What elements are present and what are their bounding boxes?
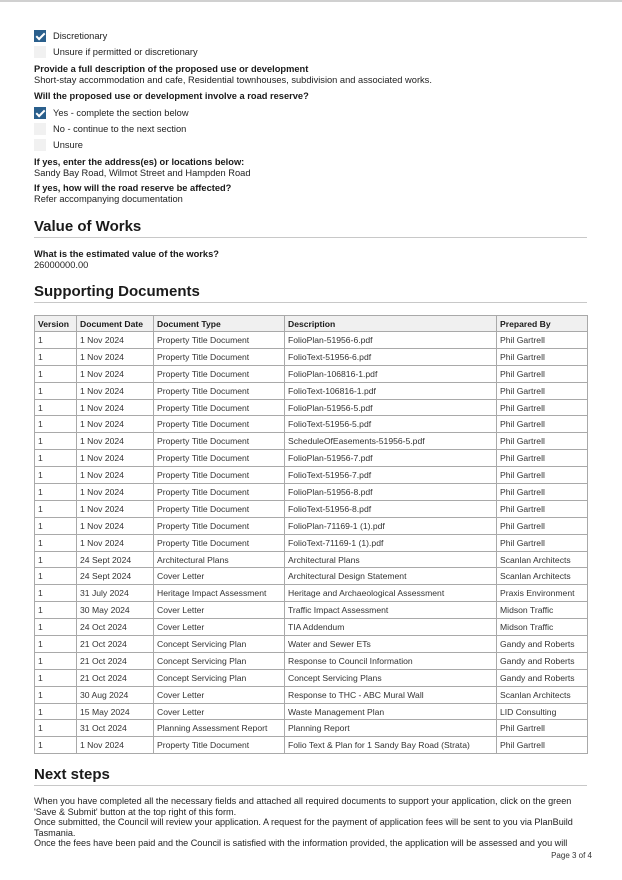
table-cell: 30 May 2024 (77, 602, 154, 619)
table-cell: 1 (35, 703, 77, 720)
table-cell: 21 Oct 2024 (77, 652, 154, 669)
table-cell: FolioPlan-51956-8.pdf (285, 484, 497, 501)
table-cell: 1 (35, 517, 77, 534)
table-row (35, 602, 588, 619)
option-label: Unsure (53, 140, 83, 150)
table-cell: Property Title Document (154, 737, 285, 754)
option-label: Unsure if permitted or discretionary (53, 47, 198, 57)
table-cell: Cover Letter (154, 686, 285, 703)
table-cell: Architectural Plans (285, 551, 497, 568)
option-unsure-permitted[interactable] (34, 44, 587, 60)
table-row (35, 686, 588, 703)
table-cell: Property Title Document (154, 348, 285, 365)
table-cell: 1 Nov 2024 (77, 399, 154, 416)
value-of-works-heading: Value of Works (34, 218, 587, 238)
table-cell: 1 (35, 332, 77, 349)
table-cell: 1 Nov 2024 (77, 365, 154, 382)
table-row (35, 517, 588, 534)
table-cell: Concept Servicing Plan (154, 636, 285, 653)
table-row (35, 365, 588, 382)
table-cell: Property Title Document (154, 332, 285, 349)
next-steps-heading: Next steps (34, 766, 587, 786)
table-cell: 24 Sept 2024 (77, 568, 154, 585)
table-cell: TIA Addendum (285, 619, 497, 636)
table-cell: 1 (35, 365, 77, 382)
table-row (35, 382, 588, 399)
table-row (35, 500, 588, 517)
table-cell: FolioText-106816-1.pdf (285, 382, 497, 399)
table-cell: 31 Oct 2024 (77, 720, 154, 737)
table-cell: Phil Gartrell (497, 416, 588, 433)
table-cell: Property Title Document (154, 416, 285, 433)
table-cell: Property Title Document (154, 500, 285, 517)
table-row (35, 703, 588, 720)
description-question: Provide a full description of the proposed use or development (34, 64, 309, 74)
value-question: What is the estimated value of the works? (34, 249, 219, 259)
table-cell: Phil Gartrell (497, 433, 588, 450)
table-cell: Property Title Document (154, 399, 285, 416)
option-label: No - continue to the next section (53, 124, 187, 134)
table-cell: 1 (35, 686, 77, 703)
table-cell: 1 Nov 2024 (77, 433, 154, 450)
table-header-row (35, 316, 588, 332)
table-cell: FolioPlan-106816-1.pdf (285, 365, 497, 382)
table-cell: Phil Gartrell (497, 348, 588, 365)
table-cell: Architectural Plans (154, 551, 285, 568)
table-cell: Cover Letter (154, 568, 285, 585)
table-cell: FolioPlan-51956-5.pdf (285, 399, 497, 416)
table-row (35, 534, 588, 551)
option-no[interactable] (34, 121, 587, 137)
table-cell: Property Title Document (154, 467, 285, 484)
option-unsure[interactable] (34, 137, 587, 153)
option-label: Yes - complete the section below (53, 108, 189, 118)
table-cell: 24 Oct 2024 (77, 619, 154, 636)
table-row (35, 636, 588, 653)
checkbox-unchecked-icon[interactable] (34, 139, 46, 151)
table-cell: 21 Oct 2024 (77, 636, 154, 653)
table-row (35, 551, 588, 568)
supporting-documents-table (34, 315, 588, 754)
table-cell: Heritage and Archaeological Assessment (285, 585, 497, 602)
table-cell: 1 Nov 2024 (77, 348, 154, 365)
table-cell: 1 (35, 619, 77, 636)
table-cell: Architectural Design Statement (285, 568, 497, 585)
description-answer: Short-stay accommodation and cafe, Residential townhouses, subdivision and associated works. (34, 75, 432, 85)
table-cell: Phil Gartrell (497, 399, 588, 416)
value-answer: 26000000.00 (34, 260, 89, 270)
table-row (35, 585, 588, 602)
table-cell: Cover Letter (154, 602, 285, 619)
table-cell: 15 May 2024 (77, 703, 154, 720)
table-row (35, 332, 588, 349)
column-header: Document Type (154, 316, 285, 332)
table-cell: Property Title Document (154, 382, 285, 399)
table-row (35, 652, 588, 669)
table-cell: Traffic Impact Assessment (285, 602, 497, 619)
table-cell: 1 (35, 382, 77, 399)
table-cell: Property Title Document (154, 433, 285, 450)
table-cell: FolioText-51956-6.pdf (285, 348, 497, 365)
table-row (35, 568, 588, 585)
table-cell: Property Title Document (154, 517, 285, 534)
option-yes[interactable] (34, 105, 587, 121)
column-header: Version (35, 316, 77, 332)
table-cell: Response to Council Information (285, 652, 497, 669)
table-cell: Phil Gartrell (497, 720, 588, 737)
table-cell: Midson Traffic (497, 619, 588, 636)
next-steps-paragraph: Once the fees have been paid and the Council is satisfied with the information provided, the application will be assessed and you will (34, 838, 568, 849)
table-cell: Phil Gartrell (497, 450, 588, 467)
checkbox-unchecked-icon[interactable] (34, 123, 46, 135)
table-cell: Planning Report (285, 720, 497, 737)
table-cell: Phil Gartrell (497, 365, 588, 382)
table-cell: 1 (35, 534, 77, 551)
table-cell: Phil Gartrell (497, 484, 588, 501)
table-cell: Phil Gartrell (497, 332, 588, 349)
table-row (35, 737, 588, 754)
supporting-documents-heading: Supporting Documents (34, 283, 587, 303)
top-divider (0, 0, 622, 2)
table-cell: 1 (35, 602, 77, 619)
table-cell: Gandy and Roberts (497, 669, 588, 686)
table-cell: 1 (35, 636, 77, 653)
table-cell: Scanlan Architects (497, 568, 588, 585)
table-cell: Midson Traffic (497, 602, 588, 619)
table-cell: Phil Gartrell (497, 382, 588, 399)
table-cell: 1 Nov 2024 (77, 332, 154, 349)
table-cell: Property Title Document (154, 450, 285, 467)
table-row (35, 619, 588, 636)
next-steps-paragraph: Once submitted, the Council will review your application. A request for the payment of application fees will be sent to you via PlanBuild Tasmania. (34, 817, 573, 838)
table-cell: 1 Nov 2024 (77, 500, 154, 517)
table-cell: Phil Gartrell (497, 500, 588, 517)
table-row (35, 669, 588, 686)
table-row (35, 433, 588, 450)
table-cell: 1 (35, 433, 77, 450)
table-cell: Concept Servicing Plan (154, 652, 285, 669)
table-cell: 1 (35, 585, 77, 602)
table-cell: Cover Letter (154, 703, 285, 720)
table-cell: Phil Gartrell (497, 534, 588, 551)
form-page (34, 28, 587, 849)
table-cell: 24 Sept 2024 (77, 551, 154, 568)
table-cell: 1 (35, 399, 77, 416)
column-header: Description (285, 316, 497, 332)
table-cell: 1 (35, 416, 77, 433)
next-steps-text (34, 796, 587, 849)
table-cell: Property Title Document (154, 534, 285, 551)
table-cell: 1 Nov 2024 (77, 534, 154, 551)
use-type-options (34, 28, 587, 60)
table-cell: Water and Sewer ETs (285, 636, 497, 653)
table-cell: LID Consulting (497, 703, 588, 720)
checkbox-unchecked-icon[interactable] (34, 46, 46, 58)
table-cell: FolioPlan-71169-1 (1).pdf (285, 517, 497, 534)
table-cell: Praxis Environment (497, 585, 588, 602)
table-cell: Property Title Document (154, 365, 285, 382)
road-reserve-question: Will the proposed use or development involve a road reserve? (34, 91, 309, 101)
table-cell: FolioText-51956-7.pdf (285, 467, 497, 484)
table-cell: 1 (35, 720, 77, 737)
table-cell: Heritage Impact Assessment (154, 585, 285, 602)
table-cell: 1 Nov 2024 (77, 467, 154, 484)
table-row (35, 720, 588, 737)
table-body (35, 332, 588, 754)
table-cell: Gandy and Roberts (497, 636, 588, 653)
table-cell: 1 (35, 467, 77, 484)
table-cell: 1 (35, 450, 77, 467)
table-cell: 31 July 2024 (77, 585, 154, 602)
table-cell: Property Title Document (154, 484, 285, 501)
table-row (35, 348, 588, 365)
table-cell: 1 (35, 484, 77, 501)
table-cell: 1 (35, 500, 77, 517)
table-cell: Scanlan Architects (497, 551, 588, 568)
table-cell: Gandy and Roberts (497, 652, 588, 669)
checkbox-checked-icon[interactable] (34, 30, 46, 42)
table-cell: 1 Nov 2024 (77, 737, 154, 754)
table-cell: 1 (35, 568, 77, 585)
table-cell: 1 (35, 551, 77, 568)
table-row (35, 484, 588, 501)
checkbox-checked-icon[interactable] (34, 107, 46, 119)
table-cell: Cover Letter (154, 619, 285, 636)
table-cell: FolioPlan-51956-7.pdf (285, 450, 497, 467)
affect-answer: Refer accompanying documentation (34, 194, 183, 204)
table-cell: 1 (35, 669, 77, 686)
table-cell: FolioText-51956-5.pdf (285, 416, 497, 433)
table-cell: 1 Nov 2024 (77, 484, 154, 501)
table-cell: Phil Gartrell (497, 517, 588, 534)
address-answer: Sandy Bay Road, Wilmot Street and Hampden Road (34, 168, 251, 178)
table-cell: 1 Nov 2024 (77, 382, 154, 399)
table-cell: Phil Gartrell (497, 737, 588, 754)
table-cell: 1 Nov 2024 (77, 450, 154, 467)
table-cell: 1 (35, 348, 77, 365)
table-cell: Concept Servicing Plans (285, 669, 497, 686)
column-header: Document Date (77, 316, 154, 332)
address-question: If yes, enter the address(es) or locations below: (34, 157, 245, 167)
table-cell: FolioPlan-51956-6.pdf (285, 332, 497, 349)
table-cell: Response to THC - ABC Mural Wall (285, 686, 497, 703)
next-steps-paragraph: When you have completed all the necessary fields and attached all required documents to support your application, click on the green 'Save & Submit' button at the top right of this form. (34, 796, 572, 817)
table-cell: 1 (35, 652, 77, 669)
road-reserve-options (34, 105, 587, 153)
table-cell: FolioText-71169-1 (1).pdf (285, 534, 497, 551)
table-cell: 30 Aug 2024 (77, 686, 154, 703)
table-cell: 1 Nov 2024 (77, 416, 154, 433)
option-label: Discretionary (53, 31, 108, 41)
column-header: Prepared By (497, 316, 588, 332)
table-cell: Phil Gartrell (497, 467, 588, 484)
table-cell: FolioText-51956-8.pdf (285, 500, 497, 517)
affect-question: If yes, how will the road reserve be affected? (34, 183, 232, 193)
table-cell: Concept Servicing Plan (154, 669, 285, 686)
table-cell: 21 Oct 2024 (77, 669, 154, 686)
option-discretionary[interactable] (34, 28, 587, 44)
table-row (35, 399, 588, 416)
table-cell: 1 (35, 737, 77, 754)
table-cell: 1 Nov 2024 (77, 517, 154, 534)
table-row (35, 450, 588, 467)
table-cell: Waste Management Plan (285, 703, 497, 720)
page-number: Page 3 of 4 (551, 851, 592, 860)
table-row (35, 467, 588, 484)
table-cell: Planning Assessment Report (154, 720, 285, 737)
table-cell: Scanlan Architects (497, 686, 588, 703)
table-cell: ScheduleOfEasements-51956-5.pdf (285, 433, 497, 450)
table-cell: Folio Text & Plan for 1 Sandy Bay Road (Strata) (285, 737, 497, 754)
table-row (35, 416, 588, 433)
